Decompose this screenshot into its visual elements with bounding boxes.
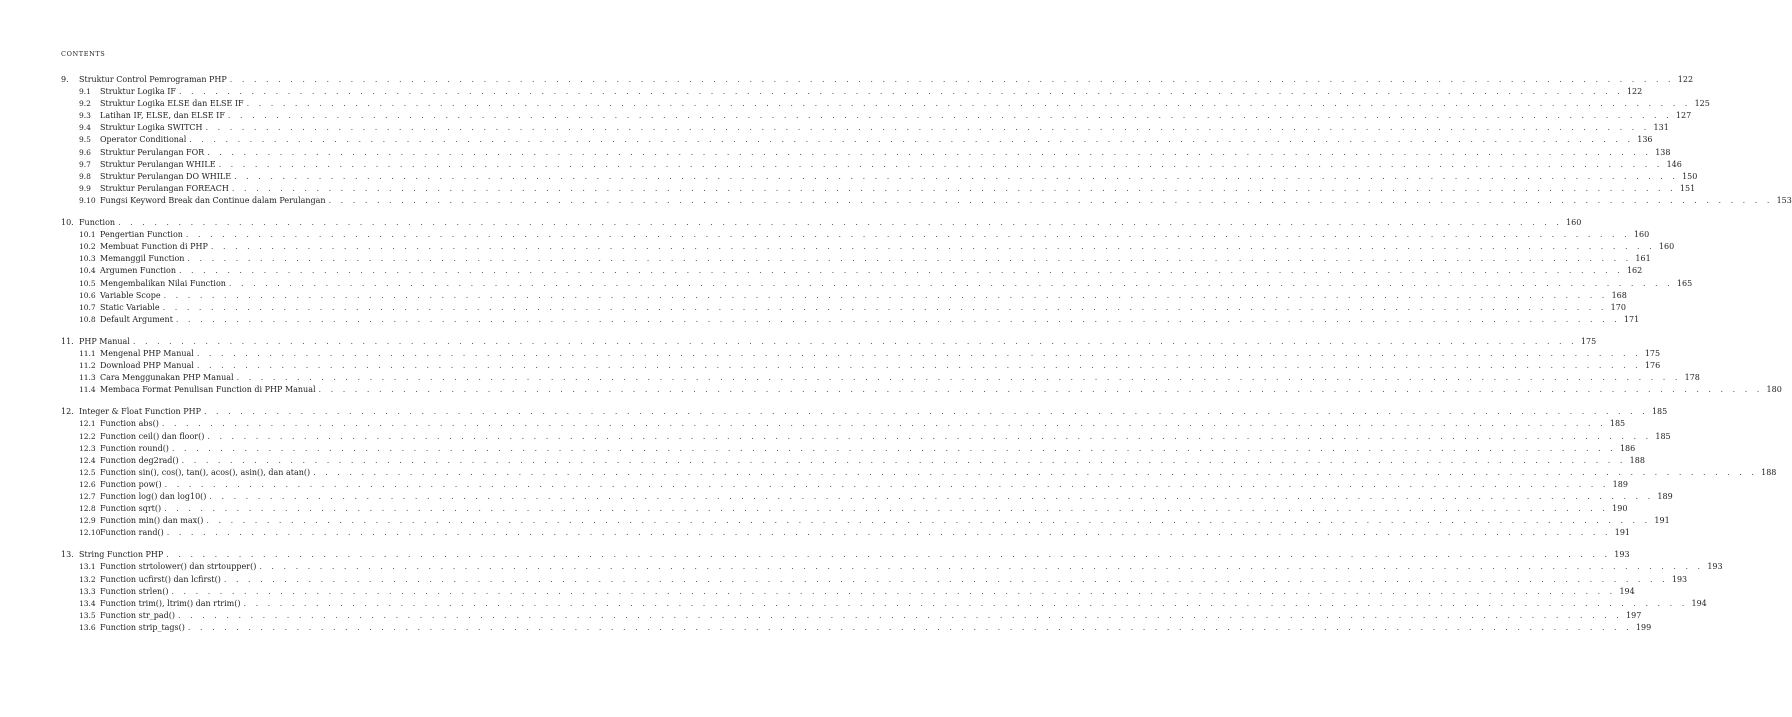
section-title: Membuat Function di PHP: [100, 242, 208, 252]
section-number: 9.2: [79, 99, 91, 109]
section-number: 9.1: [79, 87, 91, 97]
section-number: 13.6: [79, 622, 96, 632]
toc-section-row[interactable]: [61, 278, 1693, 290]
toc-section-row[interactable]: [61, 574, 1688, 586]
page-number: 122: [1626, 87, 1643, 97]
section-number: 10.2: [79, 242, 96, 252]
toc-section-row[interactable]: [61, 122, 1669, 134]
section-title: Download PHP Manual: [100, 361, 194, 371]
dot-leader: . . . . . . . . . . . . . . . . . . . . . . . . . . . . . . . . . . . . . . . . . . . . . . . . . . . . . . . . . . . . . . . . . . . . . . . . . . . . . . . . . . . . . . . . . . . . . . . . . . . . . . . . . . . . . . . . . . . . . . . .: [196, 348, 1642, 358]
page-number: 146: [1666, 159, 1682, 169]
section-number: 12.5: [79, 467, 96, 477]
page-number: 197: [1626, 610, 1642, 620]
toc-section-row[interactable]: [61, 360, 1661, 372]
page-number: 171: [1623, 314, 1640, 324]
section-number: 10.8: [79, 314, 96, 324]
dot-leader: . . . . . . . . . . . . . . . . . . . . . . . . . . . . . . . . . . . . . . . . . . . . . . . . . . . . . . . . . . . . . . . . . . . . . . . . . . . . . . . . . . . . . . . . . . . . . . . . . . . . . . . . . . . . . . . . . . . . . . . .: [236, 373, 1681, 383]
section-number: 13.1: [79, 562, 96, 572]
dot-leader: . . . . . . . . . . . . . . . . . . . . . . . . . . . . . . . . . . . . . . . . . . . . . . . . . . . . . . . . . . . . . . . . . . . . . . . . . . . . . . . . . . . . . . . . . . . . . . . . . . . . . . . . . . . . . . . . . . . . . . . .: [206, 516, 1651, 526]
toc-section-row[interactable]: [61, 110, 1692, 122]
page-number: 175: [1644, 348, 1661, 358]
dot-leader: . . . . . . . . . . . . . . . . . . . . . . . . . . . . . . . . . . . . . . . . . . . . . . . . . . . . . . . . . . . . . . . . . . . . . . . . . . . . . . . . . . . . . . . . . . . . . . . . . . . . . . . . . . . . . . . . . . . . . . . .: [218, 159, 1663, 169]
section-number: 9.10: [79, 195, 96, 205]
section-title: Function deg2rad(): [100, 455, 179, 465]
dot-leader: . . . . . . . . . . . . . . . . . . . . . . . . . . . . . . . . . . . . . . . . . . . . . . . . . . . . . . . . . . . . . . . . . . . . . . . . . . . . . . . . . . . . . . . . . . . . . . . . . . . . . . . . . . . . . . . . . . . . . . . .: [187, 622, 1633, 632]
section-title: Argumen Function: [100, 266, 176, 276]
section-number: 13.5: [79, 610, 96, 620]
dot-leader: . . . . . . . . . . . . . . . . . . . . . . . . . . . . . . . . . . . . . . . . . . . . . . . . . . . . . . . . . . . . . . . . . . . . . . . . . . . . . . . . . . . . . . . . . . . . . . . . . . . . . . . . . . . . . . . . . . . . . . . .: [318, 385, 1763, 395]
page-number: 170: [1610, 302, 1626, 312]
section-number: 9.5: [79, 135, 91, 145]
section-title: Function log() dan log10(): [100, 492, 207, 501]
page-number: 161: [1635, 254, 1651, 264]
page-number: 194: [1619, 586, 1635, 596]
page-number: 185: [1655, 431, 1671, 441]
section-title: Function strlen(): [100, 586, 169, 596]
page-number: 185: [1651, 407, 1668, 417]
toc-section-row[interactable]: [61, 418, 1626, 430]
toc-chapter: [61, 406, 1777, 539]
toc-chapter-row[interactable]: [61, 336, 1597, 348]
section-title: Function sin(), cos(), tan(), acos(), asin(), dan atan(): [100, 467, 311, 477]
section-number: 12.7: [79, 492, 96, 501]
section-title: Memanggil Function: [100, 254, 185, 264]
page-number: 168: [1611, 290, 1627, 300]
toc-chapter: [61, 217, 1693, 326]
section-number: 11.2: [79, 361, 96, 371]
page-number: 165: [1676, 278, 1693, 288]
page-number: 176: [1644, 361, 1661, 371]
dot-leader: . . . . . . . . . . . . . . . . . . . . . . . . . . . . . . . . . . . . . . . . . . . . . . . . . . . . . . . . . . . . . . . . . . . . . . . . . . . . . . . . . . . . . . . . . . . . . . . . . . . . . . . . . . . . . . . . . . . . . . . .: [203, 407, 1649, 417]
dot-leader: . . . . . . . . . . . . . . . . . . . . . . . . . . . . . . . . . . . . . . . . . . . . . . . . . . . . . . . . . . . . . . . . . . . . . . . . . . . . . . . . . . . . . . . . . . . . . . . . . . . . . . . . . . . . . . . . . . . . . . . .: [166, 528, 1612, 538]
section-title: Function str_pad(): [100, 610, 176, 620]
page-number: 122: [1677, 75, 1694, 84]
section-title: Struktur Perulangan WHILE: [100, 159, 216, 169]
section-title: Function min() dan max(): [100, 516, 204, 526]
section-number: 11.3: [79, 373, 96, 383]
chapter-number: 9.: [61, 75, 69, 84]
toc-section-row[interactable]: [61, 443, 1636, 455]
toc-section-row[interactable]: [61, 265, 1643, 277]
toc-section-row[interactable]: [61, 610, 1642, 622]
dot-leader: . . . . . . . . . . . . . . . . . . . . . . . . . . . . . . . . . . . . . . . . . . . . . . . . . . . . . . . . . . . . . . . . . . . . . . . . . . . . . . . . . . . . . . . . . . . . . . . . . . . . . . . . . . . . . . . . . . . . . . . .: [187, 254, 1632, 264]
dot-leader: . . . . . . . . . . . . . . . . . . . . . . . . . . . . . . . . . . . . . . . . . . . . . . . . . . . . . . . . . . . . . . . . . . . . . . . . . . . . . . . . . . . . . . . . . . . . . . . . . . . . . . . . . . . . . . . . . . . . . . . .: [243, 598, 1688, 608]
section-title: Mengembalikan Nilai Function: [100, 278, 226, 288]
section-title: Function abs(): [100, 419, 159, 429]
section-number: 10.7: [79, 302, 96, 312]
section-title: Fungsi Keyword Break dan Continue dalam Perulangan: [100, 195, 326, 205]
dot-leader: . . . . . . . . . . . . . . . . . . . . . . . . . . . . . . . . . . . . . . . . . . . . . . . . . . . . . . . . . . . . . . . . . . . . . . . . . . . . . . . . . . . . . . . . . . . . . . . . . . . . . . . . . . . . . . . . . . . . . . . .: [227, 111, 1673, 121]
page-number: 136: [1637, 135, 1653, 145]
page-number: 175: [1580, 336, 1597, 346]
section-title: Function strip_tags(): [100, 622, 185, 632]
dot-leader: . . . . . . . . . . . . . . . . . . . . . . . . . . . . . . . . . . . . . . . . . . . . . . . . . . . . . . . . . . . . . . . . . . . . . . . . . . . . . . . . . . . . . . . . . . . . . . . . . . . . . . . . . . . . . . . . . . . . . . . .: [178, 87, 1624, 97]
section-number: 9.9: [79, 183, 91, 193]
dot-leader: . . . . . . . . . . . . . . . . . . . . . . . . . . . . . . . . . . . . . . . . . . . . . . . . . . . . . . . . . . . . . . . . . . . . . . . . . . . . . . . . . . . . . . . . . . . . . . . . . . . . . . . . . . . . . . . . . . . . . . . .: [181, 455, 1626, 465]
page-number: 189: [1612, 479, 1628, 489]
chapter-title: Function: [79, 218, 116, 228]
toc-section-row[interactable]: [61, 171, 1698, 183]
dot-leader: . . . . . . . . . . . . . . . . . . . . . . . . . . . . . . . . . . . . . . . . . . . . . . . . . . . . . . . . . . . . . . . . . . . . . . . . . . . . . . . . . . . . . . . . . . . . . . . . . . . . . . . . . . . . . . . . . . . . . . . .: [210, 242, 1656, 252]
dot-leader: . . . . . . . . . . . . . . . . . . . . . . . . . . . . . . . . . . . . . . . . . . . . . . . . . . . . . . . . . . . . . . . . . . . . . . . . . . . . . . . . . . . . . . . . . . . . . . . . . . . . . . . . . . . . . . . . . . . . . . . .: [207, 431, 1652, 441]
section-title: Latihan IF, ELSE, dan ELSE IF: [100, 111, 225, 121]
toc-section-row[interactable]: [61, 384, 1782, 396]
section-title: Default Argument: [100, 314, 173, 324]
section-number: 10.4: [79, 266, 96, 276]
page-number: 193: [1671, 574, 1688, 584]
chapter-number: 11.: [61, 336, 74, 346]
toc-section-row[interactable]: [61, 586, 1635, 598]
page-number: 138: [1655, 147, 1671, 157]
page-number: 191: [1614, 528, 1631, 538]
section-title: Operator Conditional: [100, 135, 187, 145]
section-number: 12.2: [79, 431, 96, 441]
dot-leader: . . . . . . . . . . . . . . . . . . . . . . . . . . . . . . . . . . . . . . . . . . . . . . . . . . . . . . . . . . . . . . . . . . . . . . . . . . . . . . . . . . . . . . . . . . . . . . . . . . . . . . . . . . . . . . . . . . . . . . . .: [161, 419, 1607, 429]
dot-leader: . . . . . . . . . . . . . . . . . . . . . . . . . . . . . . . . . . . . . . . . . . . . . . . . . . . . . . . . . . . . . . . . . . . . . . . . . . . . . . . . . . . . . . . . . . . . . . . . . . . . . . . . . . . . . . . . . . . . . . . .: [328, 195, 1773, 205]
page-number: 185: [1609, 419, 1626, 429]
dot-leader: . . . . . . . . . . . . . . . . . . . . . . . . . . . . . . . . . . . . . . . . . . . . . . . . . . . . . . . . . . . . . . . . . . . . . . . . . . . . . . . . . . . . . . . . . . . . . . . . . . . . . . . . . . . . . . . . . . . . . . . .: [205, 123, 1650, 133]
toc-section-row[interactable]: [61, 147, 1671, 159]
toc-section-row[interactable]: [61, 183, 1696, 195]
section-title: Function ceil() dan floor(): [100, 431, 205, 441]
dot-leader: . . . . . . . . . . . . . . . . . . . . . . . . . . . . . . . . . . . . . . . . . . . . . . . . . . . . . . . . . . . . . . . . . . . . . . . . . . . . . . . . . . . . . . . . . . . . . . . . . . . . . . . . . . . . . . . . . . . . . . . .: [175, 314, 1621, 324]
dot-leader: . . . . . . . . . . . . . . . . . . . . . . . . . . . . . . . . . . . . . . . . . . . . . . . . . . . . . . . . . . . . . . . . . . . . . . . . . . . . . . . . . . . . . . . . . . . . . . . . . . . . . . . . . . . . . . . . . . . . . . . .: [171, 443, 1617, 453]
section-title: Variable Scope: [100, 290, 161, 300]
chapter-title: Struktur Control Pemrograman PHP: [79, 75, 227, 84]
section-title: Struktur Logika ELSE dan ELSE IF: [100, 99, 244, 109]
section-title: Static Variable: [100, 302, 160, 312]
section-number: 12.3: [79, 443, 96, 453]
section-number: 9.7: [79, 159, 91, 169]
toc-chapter-row[interactable]: [61, 406, 1668, 418]
dot-leader: . . . . . . . . . . . . . . . . . . . . . . . . . . . . . . . . . . . . . . . . . . . . . . . . . . . . . . . . . . . . . . . . . . . . . . . . . . . . . . . . . . . . . . . . . . . . . . . . . . . . . . . . . . . . . . . . . . . . . . . .: [229, 75, 1675, 84]
dot-leader: . . . . . . . . . . . . . . . . . . . . . . . . . . . . . . . . . . . . . . . . . . . . . . . . . . . . . . . . . . . . . . . . . . . . . . . . . . . . . . . . . . . . . . . . . . . . . . . . . . . . . . . . . . . . . . . . . . . . . . . .: [246, 99, 1691, 109]
page-number: 160: [1633, 230, 1650, 240]
section-title: Struktur Perulangan FOR: [100, 147, 205, 157]
page-number: 160: [1658, 242, 1675, 252]
page-number: 178: [1684, 373, 1700, 383]
dot-leader: . . . . . . . . . . . . . . . . . . . . . . . . . . . . . . . . . . . . . . . . . . . . . . . . . . . . . . . . . . . . . . . . . . . . . . . . . . . . . . . . . . . . . . . . . . . . . . . . . . . . . . . . . . . . . . . . . . . . . . . .: [178, 266, 1624, 276]
dot-leader: . . . . . . . . . . . . . . . . . . . . . . . . . . . . . . . . . . . . . . . . . . . . . . . . . . . . . . . . . . . . . . . . . . . . . . . . . . . . . . . . . . . . . . . . . . . . . . . . . . . . . . . . . . . . . . . . . . . . . . . .: [223, 574, 1669, 584]
section-number: 11.1: [79, 348, 96, 358]
toc-section-row[interactable]: [61, 622, 1652, 634]
dot-leader: . . . . . . . . . . . . . . . . . . . . . . . . . . . . . . . . . . . . . . . . . . . . . . . . . . . . . . . . . . . . . . . . . . . . . . . . . . . . . . . . . . . . . . . . . . . . . . . . . . . . . . . . . . . . . . . . . . . . . . . .: [185, 230, 1631, 240]
dot-leader: . . . . . . . . . . . . . . . . . . . . . . . . . . . . . . . . . . . . . . . . . . . . . . . . . . . . . . . . . . . . . . . . . . . . . . . . . . . . . . . . . . . . . . . . . . . . . . . . . . . . . . . . . . . . . . . . . . . . . . . .: [118, 218, 1563, 228]
section-number: 10.5: [79, 278, 96, 288]
dot-leader: . . . . . . . . . . . . . . . . . . . . . . . . . . . . . . . . . . . . . . . . . . . . . . . . . . . . . . . . . . . . . . . . . . . . . . . . . . . . . . . . . . . . . . . . . . . . . . . . . . . . . . . . . . . . . . . . . . . . . . . .: [164, 479, 1609, 489]
toc-chapter: [61, 336, 1782, 396]
section-title: Cara Menggunakan PHP Manual: [100, 373, 234, 383]
dot-leader: . . . . . . . . . . . . . . . . . . . . . . . . . . . . . . . . . . . . . . . . . . . . . . . . . . . . . . . . . . . . . . . . . . . . . . . . . . . . . . . . . . . . . . . . . . . . . . . . . . . . . . . . . . . . . . . . . . . . . . . .: [164, 504, 1609, 514]
section-title: Function pow(): [100, 479, 162, 489]
chapter-title: Integer & Float Function PHP: [79, 407, 201, 417]
dot-leader: . . . . . . . . . . . . . . . . . . . . . . . . . . . . . . . . . . . . . . . . . . . . . . . . . . . . . . . . . . . . . . . . . . . . . . . . . . . . . . . . . . . . . . . . . . . . . . . . . . . . . . . . . . . . . . . . . . . . . . . .: [231, 183, 1677, 193]
toc-chapter-row[interactable]: [61, 217, 1582, 229]
chapter-number: 10.: [61, 218, 74, 228]
chapter-number: 12.: [61, 407, 74, 417]
page-number: 151: [1679, 183, 1696, 193]
page-number: 153: [1776, 195, 1792, 205]
toc-section-row[interactable]: [61, 491, 1673, 503]
section-title: Struktur Perulangan FOREACH: [100, 183, 229, 193]
page-number: 150: [1682, 171, 1698, 181]
toc-section-row[interactable]: [61, 561, 1723, 573]
page-number: 188: [1761, 467, 1777, 477]
section-title: Function ucfirst() dan lcfirst(): [100, 574, 221, 584]
dot-leader: . . . . . . . . . . . . . . . . . . . . . . . . . . . . . . . . . . . . . . . . . . . . . . . . . . . . . . . . . . . . . . . . . . . . . . . . . . . . . . . . . . . . . . . . . . . . . . . . . . . . . . . . . . . . . . . . . . . . . . . .: [209, 492, 1654, 501]
toc-section-row[interactable]: [61, 290, 1627, 302]
chapter-number: 13.: [61, 550, 74, 560]
toc-section-row[interactable]: [61, 159, 1682, 171]
section-number: 12.1: [79, 419, 96, 429]
chapter-title: PHP Manual: [79, 336, 130, 346]
toc-section-row[interactable]: [61, 455, 1645, 467]
toc-section-row[interactable]: [61, 527, 1631, 539]
toc-section-row[interactable]: [61, 195, 1792, 207]
page-number: 162: [1626, 266, 1643, 276]
dot-leader: . . . . . . . . . . . . . . . . . . . . . . . . . . . . . . . . . . . . . . . . . . . . . . . . . . . . . . . . . . . . . . . . . . . . . . . . . . . . . . . . . . . . . . . . . . . . . . . . . . . . . . . . . . . . . . . . . . . . . . . .: [178, 610, 1623, 620]
section-title: Pengertian Function: [100, 230, 183, 240]
section-title: Mengenal PHP Manual: [100, 348, 194, 358]
toc-section-row[interactable]: [61, 86, 1643, 98]
toc-chapter-row[interactable]: [61, 74, 1694, 86]
section-number: 12.9: [79, 516, 96, 526]
dot-leader: . . . . . . . . . . . . . . . . . . . . . . . . . . . . . . . . . . . . . . . . . . . . . . . . . . . . . . . . . . . . . . . . . . . . . . . . . . . . . . . . . . . . . . . . . . . . . . . . . . . . . . . . . . . . . . . . . . . . . . . .: [207, 147, 1652, 157]
page-number: 131: [1653, 123, 1669, 133]
section-number: 9.4: [79, 123, 91, 133]
toc-section-row[interactable]: [61, 479, 1628, 491]
toc-section-row[interactable]: [61, 515, 1670, 527]
table-of-contents: [61, 74, 1792, 644]
dot-leader: . . . . . . . . . . . . . . . . . . . . . . . . . . . . . . . . . . . . . . . . . . . . . . . . . . . . . . . . . . . . . . . . . . . . . . . . . . . . . . . . . . . . . . . . . . . . . . . . . . . . . . . . . . . . . . . . . . . . . . . .: [259, 562, 1704, 572]
section-title: Struktur Logika IF: [100, 87, 176, 97]
section-title: Function trim(), ltrim() dan rtrim(): [100, 598, 241, 608]
toc-section-row[interactable]: [61, 372, 1700, 384]
dot-leader: . . . . . . . . . . . . . . . . . . . . . . . . . . . . . . . . . . . . . . . . . . . . . . . . . . . . . . . . . . . . . . . . . . . . . . . . . . . . . . . . . . . . . . . . . . . . . . . . . . . . . . . . . . . . . . . . . . . . . . . .: [196, 361, 1642, 371]
section-title: Function rand(): [100, 528, 164, 538]
toc-chapter: [61, 74, 1792, 207]
dot-leader: . . . . . . . . . . . . . . . . . . . . . . . . . . . . . . . . . . . . . . . . . . . . . . . . . . . . . . . . . . . . . . . . . . . . . . . . . . . . . . . . . . . . . . . . . . . . . . . . . . . . . . . . . . . . . . . . . . . . . . . .: [234, 171, 1679, 181]
page-number: 191: [1654, 516, 1670, 526]
section-number: 13.4: [79, 598, 96, 608]
section-number: 10.6: [79, 290, 96, 300]
section-number: 9.8: [79, 171, 91, 181]
dot-leader: . . . . . . . . . . . . . . . . . . . . . . . . . . . . . . . . . . . . . . . . . . . . . . . . . . . . . . . . . . . . . . . . . . . . . . . . . . . . . . . . . . . . . . . . . . . . . . . . . . . . . . . . . . . . . . . . . . . . . . . .: [189, 135, 1634, 145]
toc-section-row[interactable]: [61, 98, 1710, 110]
section-title: Membaca Format Penulisan Function di PHP Manual: [100, 385, 316, 395]
dot-leader: . . . . . . . . . . . . . . . . . . . . . . . . . . . . . . . . . . . . . . . . . . . . . . . . . . . . . . . . . . . . . . . . . . . . . . . . . . . . . . . . . . . . . . . . . . . . . . . . . . . . . . . . . . . . . . . . . . . . . . . .: [162, 302, 1607, 312]
toc-section-row[interactable]: [61, 302, 1626, 314]
section-number: 12.4: [79, 455, 96, 465]
section-number: 9.6: [79, 147, 91, 157]
section-number: 9.3: [79, 111, 91, 121]
toc-section-row[interactable]: [61, 134, 1653, 146]
page-number: 194: [1691, 598, 1707, 608]
page-number: 193: [1614, 550, 1630, 560]
toc-section-row[interactable]: [61, 314, 1640, 326]
toc-section-row[interactable]: [61, 431, 1671, 443]
section-number: 13.2: [79, 574, 96, 584]
toc-section-row[interactable]: [61, 503, 1628, 515]
section-title: Function round(): [100, 443, 169, 453]
section-number: 11.4: [79, 385, 96, 395]
page-number: 180: [1766, 385, 1782, 395]
dot-leader: . . . . . . . . . . . . . . . . . . . . . . . . . . . . . . . . . . . . . . . . . . . . . . . . . . . . . . . . . . . . . . . . . . . . . . . . . . . . . . . . . . . . . . . . . . . . . . . . . . . . . . . . . . . . . . . . . . . . . . . .: [171, 586, 1616, 596]
running-header: CONTENTS: [61, 50, 106, 58]
dot-leader: . . . . . . . . . . . . . . . . . . . . . . . . . . . . . . . . . . . . . . . . . . . . . . . . . . . . . . . . . . . . . . . . . . . . . . . . . . . . . . . . . . . . . . . . . . . . . . . . . . . . . . . . . . . . . . . . . . . . . . . .: [313, 467, 1758, 477]
toc-section-row[interactable]: [61, 253, 1651, 265]
section-title: Function strtolower() dan strtoupper(): [100, 562, 257, 572]
page-number: 193: [1707, 562, 1723, 572]
page-number: 189: [1657, 492, 1673, 501]
section-number: 12.10: [79, 528, 101, 538]
toc-chapter-row[interactable]: [61, 549, 1630, 561]
page-number: 186: [1619, 443, 1636, 453]
section-number: 10.1: [79, 230, 96, 240]
section-number: 12.6: [79, 479, 96, 489]
toc-chapter: [61, 549, 1723, 634]
toc-section-row[interactable]: [61, 467, 1777, 479]
page-number: 199: [1635, 622, 1652, 632]
dot-leader: . . . . . . . . . . . . . . . . . . . . . . . . . . . . . . . . . . . . . . . . . . . . . . . . . . . . . . . . . . . . . . . . . . . . . . . . . . . . . . . . . . . . . . . . . . . . . . . . . . . . . . . . . . . . . . . . . . . . . . . .: [163, 290, 1608, 300]
section-number: 12.8: [79, 504, 96, 514]
dot-leader: . . . . . . . . . . . . . . . . . . . . . . . . . . . . . . . . . . . . . . . . . . . . . . . . . . . . . . . . . . . . . . . . . . . . . . . . . . . . . . . . . . . . . . . . . . . . . . . . . . . . . . . . . . . . . . . . . . . . . . . .: [132, 336, 1578, 346]
page-number: 127: [1675, 111, 1692, 121]
section-number: 10.3: [79, 254, 96, 264]
page-number: 188: [1629, 455, 1645, 465]
toc-section-row[interactable]: [61, 348, 1661, 360]
section-title: Struktur Perulangan DO WHILE: [100, 171, 232, 181]
section-title: Struktur Logika SWITCH: [100, 123, 203, 133]
page-number: 190: [1612, 504, 1628, 514]
dot-leader: . . . . . . . . . . . . . . . . . . . . . . . . . . . . . . . . . . . . . . . . . . . . . . . . . . . . . . . . . . . . . . . . . . . . . . . . . . . . . . . . . . . . . . . . . . . . . . . . . . . . . . . . . . . . . . . . . . . . . . . .: [166, 550, 1611, 560]
dot-leader: . . . . . . . . . . . . . . . . . . . . . . . . . . . . . . . . . . . . . . . . . . . . . . . . . . . . . . . . . . . . . . . . . . . . . . . . . . . . . . . . . . . . . . . . . . . . . . . . . . . . . . . . . . . . . . . . . . . . . . . .: [228, 278, 1674, 288]
section-title: Function sqrt(): [100, 504, 162, 514]
toc-section-row[interactable]: [61, 598, 1707, 610]
section-number: 13.3: [79, 586, 96, 596]
toc-section-row[interactable]: [61, 241, 1675, 253]
page-number: 160: [1566, 218, 1582, 228]
toc-section-row[interactable]: [61, 229, 1650, 241]
page-number: 125: [1694, 99, 1710, 109]
chapter-title: String Function PHP: [79, 550, 164, 560]
